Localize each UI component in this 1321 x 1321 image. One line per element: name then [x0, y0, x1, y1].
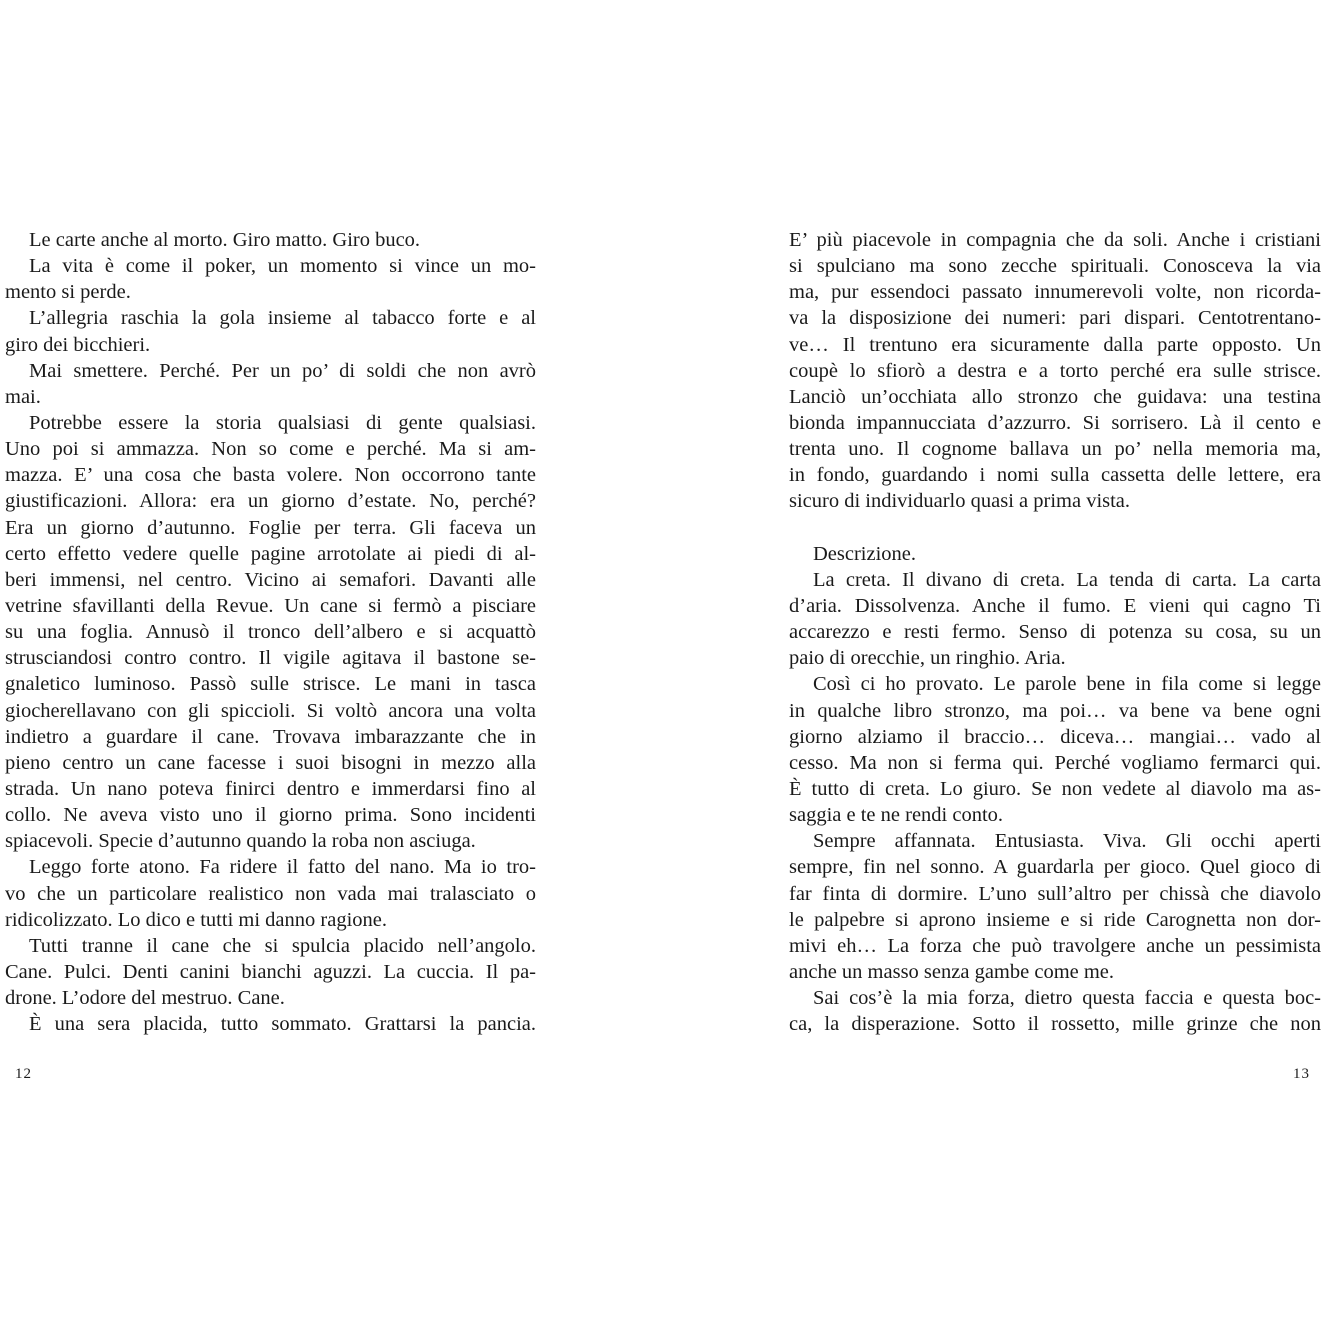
text-line: giocherellavano con gli spiccioli. Si voltò ancora una volta — [5, 699, 536, 722]
text-line: mivi eh… La forza che può travolgere anche un pessimista — [789, 934, 1321, 957]
text-line: E’ più piacevole in compagnia che da soli. Anche i cristiani — [789, 229, 1321, 251]
text-line: sempre, fin nel sonno. A guardarla per gioco. Quel gioco di — [789, 856, 1321, 879]
text-line: Così ci ho provato. Le parole bene in fila come si legge — [813, 673, 1321, 696]
text-line: cesso. Ma non si ferma qui. Perché vogliamo fermarci qui. — [789, 751, 1321, 774]
text-line: giro dei bicchieri. — [5, 333, 151, 356]
text-line: certo effetto vedere quelle pagine arrotolate ai piedi di al- — [5, 542, 536, 565]
text-line: mazza. E’ una cosa che basta volere. Non occorrono tante — [5, 464, 536, 487]
text-line: Era un giorno d’autunno. Foglie per terra. Gli faceva un — [5, 516, 536, 539]
text-line: Mai smettere. Perché. Per un po’ di soldi che non avrò — [29, 359, 536, 382]
text-line: Leggo forte atono. Fa ridere il fatto del nano. Ma io tro- — [29, 856, 536, 879]
text-line: giustificazioni. Allora: era un giorno d’estate. No, perché? — [5, 490, 536, 513]
text-line: Tutti tranne il cane che si spulcia placido nell’angolo. — [29, 934, 536, 957]
text-line: Uno poi si ammazza. Non so come e perché. Ma si am- — [5, 438, 536, 461]
text-line: È tutto di creta. Lo giuro. Se non vedete al diavolo ma as- — [789, 777, 1321, 800]
text-line: Potrebbe essere la storia qualsiasi di gente qualsiasi. — [29, 411, 536, 434]
right-page-text — [789, 227, 1321, 1037]
text-line: gnaletico luminoso. Passò sulle strisce. Le mani in tasca — [5, 673, 536, 696]
text-line: vo che un particolare realistico non vada mai tralasciato o — [5, 882, 536, 905]
text-line: indietro a guardare il cane. Trovava imbarazzante che in — [5, 725, 536, 748]
text-line: le palpebre si aprono insieme e si ride Carognetta non dor- — [789, 908, 1321, 931]
text-line: mai. — [5, 385, 41, 408]
text-line: mento si perde. — [5, 281, 131, 304]
text-line: paio di orecchie, un ringhio. Aria. — [789, 647, 1066, 670]
page-number-right: 13 — [1293, 1066, 1310, 1082]
text-line: in qualche libro stronzo, ma poi… va bene va bene ogni — [789, 699, 1321, 722]
text-line: Le carte anche al morto. Giro matto. Giro buco. — [29, 229, 421, 251]
text-line: giorno alziamo il braccio… diceva… mangiai… vado al — [789, 725, 1321, 748]
text-line: beri immensi, nel centro. Vicino ai semafori. Davanti alle — [5, 568, 536, 591]
left-page-text — [5, 227, 536, 1037]
text-line: ca, la disperazione. Sotto il rossetto, mille grinze che non — [789, 1013, 1321, 1036]
text-line: Sai cos’è la mia forza, dietro questa faccia e questa boc- — [813, 987, 1321, 1010]
text-line: L’allegria raschia la gola insieme al tabacco forte e al — [29, 307, 536, 330]
text-line: anche un masso senza gambe come me. — [789, 960, 1115, 983]
text-line: drone. L’odore del mestruo. Cane. — [5, 987, 285, 1010]
text-line: va la disposizione dei numeri: pari dispari. Centotrentano- — [789, 307, 1321, 330]
text-line: Lanciò un’occhiata allo stronzo che guidava: una testina — [789, 385, 1321, 408]
text-line: strusciandosi contro contro. Il vigile agitava il bastone se- — [5, 647, 536, 670]
text-line: ve… Il trentuno era sicuramente dalla parte opposto. Un — [789, 333, 1321, 356]
text-line: accarezzo e resti fermo. Senso di potenza su cosa, su un — [789, 621, 1321, 644]
text-line: Sempre affannata. Entusiasta. Viva. Gli occhi aperti — [813, 830, 1321, 853]
text-line: Cane. Pulci. Denti canini bianchi aguzzi. La cuccia. Il pa- — [5, 960, 536, 983]
text-line: La creta. Il divano di creta. La tenda di carta. La carta — [813, 568, 1321, 591]
text-line: si spulciano ma sono zecche spirituali. Conosceva la via — [789, 255, 1321, 278]
text-line: su una foglia. Annusò il tronco dell’albero e si acquattò — [5, 621, 536, 644]
text-line: ma, pur essendoci passato innumerevoli volte, non ricorda- — [789, 281, 1321, 304]
text-line: vetrine sfavillanti della Revue. Un cane si fermò a pisciare — [5, 594, 536, 617]
text-line: spiacevoli. Specie d’autunno quando la roba non asciuga. — [5, 830, 476, 853]
text-line: sicuro di individuarlo quasi a prima vista. — [789, 490, 1131, 513]
text-line: saggia e te ne rendi conto. — [789, 804, 1004, 827]
text-line: collo. Ne aveva visto uno il giorno prima. Sono incidenti — [5, 804, 536, 827]
text-line: far finta di dormire. L’uno sull’altro per chissà che diavolo — [789, 882, 1321, 905]
text-line: pieno centro un cane facesse i suoi bisogni in mezzo alla — [5, 751, 536, 774]
text-line: ridicolizzato. Lo dico e tutti mi danno ragione. — [5, 908, 387, 931]
text-line: Descrizione. — [813, 542, 917, 565]
text-line: coupè lo sfiorò a destra e a torto perché era sulle strisce. — [789, 359, 1321, 382]
text-line — [789, 515, 1321, 541]
text-line: trenta uno. Il cognome ballava un po’ nella memoria ma, — [789, 438, 1321, 461]
page-number-left: 12 — [15, 1066, 32, 1082]
text-line: bionda impannucciata d’azzurro. Si sorrisero. Là il cento e — [789, 411, 1321, 434]
text-line: in fondo, guardando i nomi sulla cassetta delle lettere, era — [789, 464, 1321, 487]
text-line: La vita è come il poker, un momento si vince un mo- — [29, 255, 536, 278]
text-line: È una sera placida, tutto sommato. Grattarsi la pancia. — [29, 1013, 536, 1036]
text-line: strada. Un nano poteva finirci dentro e immerdarsi fino al — [5, 777, 536, 800]
text-line: d’aria. Dissolvenza. Anche il fumo. E vieni qui cagno Ti — [789, 594, 1321, 617]
